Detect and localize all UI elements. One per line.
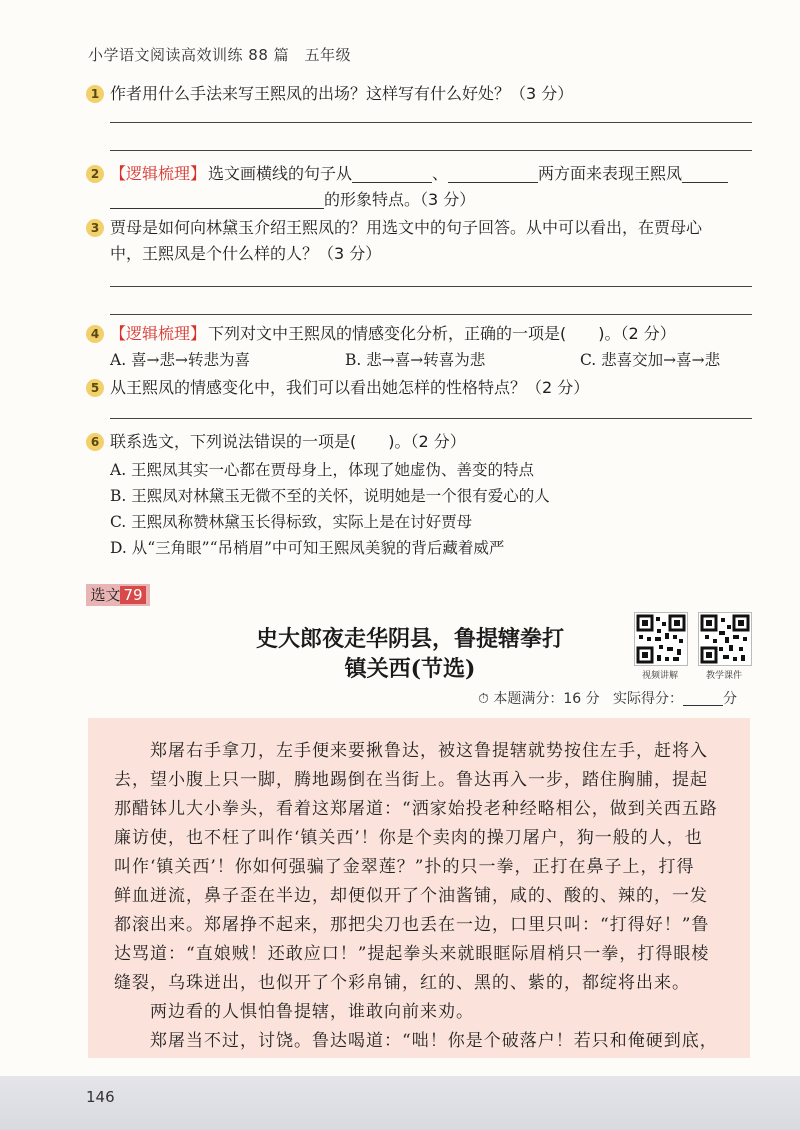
question-text: 选文画横线的句子从 xyxy=(208,164,353,183)
logic-tag: 【逻辑梳理】 xyxy=(110,324,207,343)
option-c[interactable]: C. 王熙凤称赞林黛玉长得标致，实际上是在讨好贾母 xyxy=(110,513,473,531)
clock-icon: ⏱ xyxy=(478,691,489,707)
book-header: 小学语文阅读高效训练 88 篇 五年级 xyxy=(88,46,352,64)
passage-line: 叫作‘镇关西’！你如何强骗了金翠莲？”扑的只一拳，正打在鼻子上，打得 xyxy=(114,857,695,877)
page-footer xyxy=(0,1076,800,1130)
passage-line: 达骂道：“直娘贼！还敢应口！”提起拳头来就眼眶际眉梢只一拳，打得眼棱 xyxy=(114,944,710,964)
qr-code-video[interactable] xyxy=(634,612,688,666)
question-3-cont xyxy=(110,242,752,266)
passage-line: 郑屠右手拿刀，左手便来要揪鲁达，被这鲁提辖就势按住左手，赶将入 xyxy=(114,741,708,761)
option-c[interactable]: C. 悲喜交加→喜→悲 xyxy=(580,351,721,369)
option-b[interactable]: B. 王熙凤对林黛玉无微不至的关怀，说明她是一个很有爱心的人 xyxy=(110,487,550,505)
question-number: 6 xyxy=(86,433,104,451)
question-number: 2 xyxy=(86,165,104,183)
question-text: 下列对文中王熙凤的情感变化分析，正确的一项是( )。（2 分） xyxy=(208,324,676,343)
answer-line[interactable] xyxy=(110,122,752,123)
answer-line[interactable] xyxy=(110,314,752,315)
passage-line: 那醋钵儿大小拳头，看着这郑屠道：“洒家始投老种经略相公，做到关西五路 xyxy=(114,799,718,819)
option-a[interactable]: A. 喜→悲→转悲为喜 xyxy=(110,351,251,369)
passage-line: 缝裂，乌珠迸出，也似开了个彩帛铺，红的、黑的、紫的，都绽将出来。 xyxy=(114,973,690,993)
passage-line: 廉访使，也不枉了叫作‘镇关西’！你是个卖肉的操刀屠户，狗一般的人，也 xyxy=(114,828,703,848)
qr-code-icon xyxy=(635,613,687,665)
logic-tag: 【逻辑梳理】 xyxy=(110,164,207,183)
separator: 、 xyxy=(432,164,449,183)
question-number: 3 xyxy=(86,219,104,237)
qr-label-courseware: 教学课件 xyxy=(705,671,742,681)
qr-code-icon xyxy=(699,613,751,665)
question-text: 从王熙凤的情感变化中，我们可以看出她怎样的性格特点？（2 分） xyxy=(110,378,590,397)
question-3 xyxy=(86,216,752,240)
question-text: 作者用什么手法来写王熙凤的出场？这样写有什么好处？（3 分） xyxy=(110,84,574,103)
passage-title: 史大郎夜走华阴县，鲁提辖拳打 xyxy=(255,626,564,652)
actual-score-label: 实际得分： xyxy=(613,691,683,707)
question-1 xyxy=(86,82,752,106)
question-number: 5 xyxy=(86,379,104,397)
page-number: 146 xyxy=(86,1088,115,1106)
question-text: 贾母是如何向林黛玉介绍王熙凤的？用选文中的句子回答。从中可以看出，在贾母心 xyxy=(110,218,703,237)
option-d[interactable]: D. 从“三角眼”“吊梢眉”中可知王熙凤美貌的背后藏着威严 xyxy=(110,539,505,557)
passage-line: 都滚出来。郑屠挣不起来，那把尖刀也丢在一边，口里只叫：“打得好！”鲁 xyxy=(114,915,710,935)
section-badge xyxy=(86,584,150,606)
question-number: 1 xyxy=(86,85,104,103)
fill-blank[interactable] xyxy=(448,166,538,183)
score-line xyxy=(478,688,737,708)
passage-title-line2: 镇关西(节选) xyxy=(344,656,476,682)
passage-line: 两边看的人惧怕鲁提辖，谁敢向前来劝。 xyxy=(114,1002,474,1022)
fill-blank[interactable] xyxy=(110,192,324,209)
option-b[interactable]: B. 悲→喜→转喜为悲 xyxy=(345,351,486,369)
full-score: 本题满分：16 分 xyxy=(493,691,600,707)
passage-line: 鲜血迸流，鼻子歪在半边，却便似开了个油酱铺，咸的、酸的、辣的，一发 xyxy=(114,886,708,906)
passage-box xyxy=(88,718,750,1058)
option-a[interactable]: A. 王熙凤其实一心都在贾母身上，体现了她虚伪、善变的特点 xyxy=(110,461,535,479)
qr-label-video: 视频讲解 xyxy=(641,671,678,681)
question-number: 4 xyxy=(86,325,104,343)
fill-blank[interactable] xyxy=(352,166,432,183)
section-number: 79 xyxy=(120,586,145,604)
question-text: 中，王熙凤是个什么样的人？（3 分） xyxy=(110,244,382,263)
question-2 xyxy=(86,162,752,186)
answer-line[interactable] xyxy=(110,286,752,287)
actual-score-blank[interactable] xyxy=(683,691,723,706)
question-text: 两方面来表现王熙凤 xyxy=(538,164,683,183)
question-2-cont xyxy=(110,188,752,212)
score-unit: 分 xyxy=(723,691,737,707)
question-5 xyxy=(86,376,752,400)
answer-line[interactable] xyxy=(110,150,752,151)
question-4 xyxy=(86,322,752,346)
question-text: 的形象特点。（3 分） xyxy=(324,190,476,209)
section-label: 选文 xyxy=(90,586,121,604)
question-6 xyxy=(86,430,752,454)
question-text: 联系选文，下列说法错误的一项是( )。（2 分） xyxy=(110,432,466,451)
passage-line: 郑屠当不过，讨饶。鲁达喝道：“咄！你是个破落户！若只和俺硬到底， xyxy=(114,1031,718,1051)
qr-code-courseware[interactable] xyxy=(698,612,752,666)
fill-blank[interactable] xyxy=(682,166,728,183)
passage-line: 去，望小腹上只一脚，腾地踢倒在当街上。鲁达再入一步，踏住胸脯，提起 xyxy=(114,770,708,790)
answer-line[interactable] xyxy=(110,418,752,419)
